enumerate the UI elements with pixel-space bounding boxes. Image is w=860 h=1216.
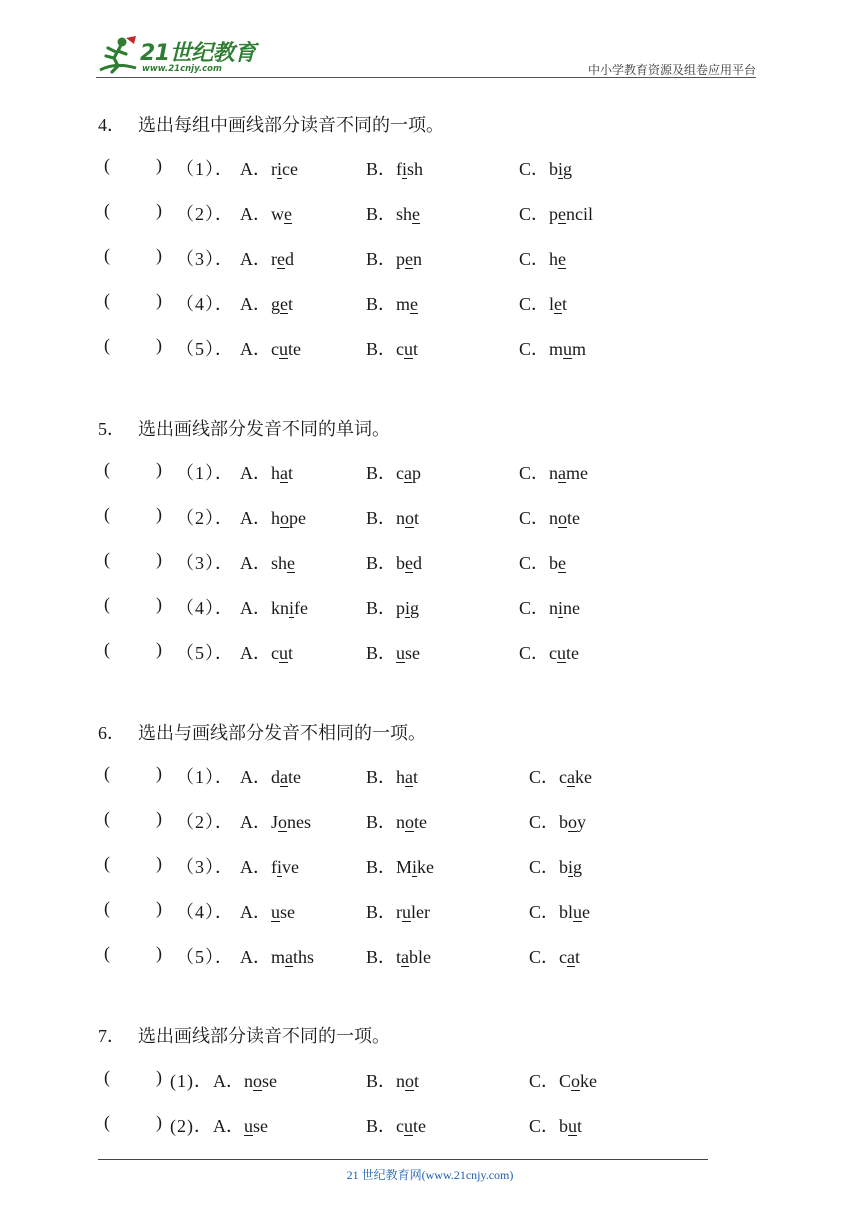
item-number: （2）． [176, 508, 234, 528]
item-number: (2)． [170, 1116, 213, 1136]
question-item-row [0, 898, 860, 926]
underlined-letters: o [568, 812, 578, 832]
logo-main-text: 21世纪教育 [140, 41, 256, 66]
underlined-letters: o [405, 508, 415, 528]
logo-url-text: www.21cnjy.com [142, 64, 222, 74]
option-c[interactable]: C．Coke [529, 1071, 598, 1091]
answer-blank-close: ) [156, 245, 162, 265]
underlined-letters: u [402, 902, 412, 922]
option-b[interactable]: B．pig [366, 598, 420, 618]
option-c[interactable]: C．let [519, 294, 568, 314]
option-a[interactable]: A．cute [240, 339, 301, 359]
underlined-letters: i [558, 598, 564, 618]
underlined-letters: a [567, 767, 576, 787]
item-number: （1）． [176, 767, 234, 787]
underlined-letters: e [558, 249, 567, 269]
underlined-letters: u [271, 902, 280, 922]
underlined-letters: e [280, 294, 288, 314]
question-item-row [0, 155, 860, 183]
option-c[interactable]: C．he [519, 249, 567, 269]
option-c[interactable]: C．but [529, 1116, 583, 1136]
underlined-letters: u [563, 339, 573, 359]
answer-blank-open[interactable]: ( [104, 639, 110, 659]
option-a[interactable]: A．hope [240, 508, 306, 528]
underlined-letters: u [557, 643, 567, 663]
footer-divider [98, 1159, 708, 1160]
option-c[interactable]: C．note [519, 508, 581, 528]
question-item-row [0, 549, 860, 577]
item-number: （5）． [176, 947, 234, 967]
question-item-row [0, 639, 860, 667]
option-a[interactable]: A．use [240, 902, 295, 922]
underlined-letters: a [405, 767, 414, 787]
option-c[interactable]: C．name [519, 463, 589, 483]
underlined-letters: u [404, 339, 414, 359]
question-text: 选出画线部分读音不同的一项。 [138, 1026, 390, 1046]
answer-blank-close: ) [156, 763, 162, 783]
question-number: 4． [98, 115, 125, 135]
option-b[interactable]: B．cut [366, 339, 419, 359]
item-number: (1)． [170, 1071, 213, 1091]
item-number: （2）． [176, 204, 234, 224]
option-a[interactable]: A．hat [240, 463, 294, 483]
answer-blank-open[interactable]: ( [104, 594, 110, 614]
question-text: 选出每组中画线部分读音不同的一项。 [138, 115, 444, 135]
answer-blank-close: ) [156, 549, 162, 569]
underlined-letters: i [289, 598, 295, 618]
option-a[interactable]: A．Jones [240, 812, 312, 832]
underlined-letters: o [558, 508, 568, 528]
question-item-row [0, 594, 860, 622]
option-c[interactable]: C．big [519, 159, 573, 179]
answer-blank-close: ) [156, 1067, 162, 1087]
question-item-row [0, 943, 860, 971]
option-b[interactable]: B．she [366, 204, 421, 224]
underlined-letters: a [558, 463, 567, 483]
answer-blank-open[interactable]: ( [104, 1112, 110, 1132]
question-title [98, 111, 444, 137]
answer-blank-close: ) [156, 1112, 162, 1132]
option-a[interactable]: A．nose [213, 1071, 277, 1091]
option-c[interactable]: C．cat [529, 947, 581, 967]
underlined-letters: i [277, 857, 283, 877]
answer-blank-close: ) [156, 639, 162, 659]
option-a[interactable]: A．five [240, 857, 300, 877]
answer-blank-close: ) [156, 808, 162, 828]
underlined-letters: i [412, 857, 418, 877]
option-c[interactable]: C．big [529, 857, 583, 877]
option-c[interactable]: C．mum [519, 339, 587, 359]
question-item-row [0, 459, 860, 487]
item-number: （1）． [176, 159, 234, 179]
question-number: 6． [98, 723, 125, 743]
question-item-row [0, 335, 860, 363]
underlined-letters: a [567, 947, 576, 967]
answer-blank-open[interactable]: ( [104, 155, 110, 175]
question-item-row [0, 808, 860, 836]
underlined-letters: i [558, 159, 564, 179]
item-number: （3）． [176, 553, 234, 573]
underlined-letters: e [405, 249, 414, 269]
item-number: （5）． [176, 643, 234, 663]
runner-logo-icon [96, 34, 140, 76]
underlined-letters: e [410, 294, 419, 314]
option-c[interactable]: C．boy [529, 812, 587, 832]
option-c[interactable]: C．nine [519, 598, 581, 618]
answer-blank-open[interactable]: ( [104, 459, 110, 479]
option-b[interactable]: B．fish [366, 159, 424, 179]
question-item-row [0, 1112, 860, 1140]
answer-blank-close: ) [156, 594, 162, 614]
option-b[interactable]: B．hat [366, 767, 419, 787]
item-number: （2）． [176, 812, 234, 832]
underlined-letters: u [404, 1116, 414, 1136]
footer-link[interactable]: 21 世纪教育网(www.21cnjy.com) [346, 1168, 514, 1182]
underlined-letters: u [279, 643, 288, 663]
option-a[interactable]: A．red [240, 249, 294, 269]
question-item-row [0, 200, 860, 228]
underlined-letters: e [277, 249, 285, 269]
option-c[interactable]: C．cute [519, 643, 580, 663]
option-c[interactable]: C．be [519, 553, 567, 573]
answer-blank-open[interactable]: ( [104, 943, 110, 963]
option-b[interactable]: B．me [366, 294, 419, 314]
underlined-letters: i [568, 857, 574, 877]
answer-blank-open[interactable]: ( [104, 1067, 110, 1087]
answer-blank-close: ) [156, 898, 162, 918]
answer-blank-open[interactable]: ( [104, 335, 110, 355]
answer-blank-close: ) [156, 504, 162, 524]
option-b[interactable]: B．note [366, 812, 428, 832]
item-number: （3）． [176, 249, 234, 269]
option-c[interactable]: C．pencil [519, 204, 594, 224]
header-tagline: 中小学教育资源及组卷应用平台 [587, 63, 756, 77]
item-number: （4）． [176, 598, 234, 618]
answer-blank-open[interactable]: ( [104, 290, 110, 310]
question-text: 选出与画线部分发音不相同的一项。 [138, 723, 426, 743]
option-b[interactable]: B．bed [366, 553, 423, 573]
underlined-letters: i [405, 598, 411, 618]
option-b[interactable]: B．not [366, 508, 420, 528]
option-b[interactable]: B．Mike [366, 857, 435, 877]
item-number: （5）． [176, 339, 234, 359]
answer-blank-open[interactable]: ( [104, 200, 110, 220]
answer-blank-close: ) [156, 335, 162, 355]
answer-blank-open[interactable]: ( [104, 853, 110, 873]
answer-blank-close: ) [156, 200, 162, 220]
header-divider [96, 77, 756, 78]
question-title [98, 415, 390, 441]
option-b[interactable]: B．cute [366, 1116, 427, 1136]
question-item-row [0, 853, 860, 881]
question-item-row [0, 763, 860, 791]
underlined-letters: i [402, 159, 408, 179]
option-a[interactable]: A．cut [240, 643, 294, 663]
answer-blank-open[interactable]: ( [104, 763, 110, 783]
site-logo [96, 34, 266, 78]
underlined-letters: u [568, 1116, 578, 1136]
option-b[interactable]: B．not [366, 1071, 420, 1091]
answer-blank-open[interactable]: ( [104, 898, 110, 918]
underlined-letters: a [401, 947, 410, 967]
question-title [98, 1022, 390, 1048]
underlined-letters: a [404, 463, 413, 483]
option-b[interactable]: B．table [366, 947, 432, 967]
underlined-letters: o [405, 1071, 415, 1091]
item-number: （4）． [176, 902, 234, 922]
underlined-letters: e [412, 204, 421, 224]
option-a[interactable]: A．get [240, 294, 294, 314]
underlined-letters: u [279, 339, 288, 359]
option-a[interactable]: A．we [240, 204, 292, 224]
answer-blank-open[interactable]: ( [104, 504, 110, 524]
option-b[interactable]: B．pen [366, 249, 423, 269]
option-c[interactable]: C．blue [529, 902, 591, 922]
question-number: 7． [98, 1026, 125, 1046]
option-a[interactable]: A．knife [240, 598, 308, 618]
underlined-letters: e [554, 294, 563, 314]
underlined-letters: a [280, 463, 288, 483]
question-item-row [0, 1067, 860, 1095]
option-b[interactable]: B．ruler [366, 902, 430, 922]
underlined-letters: o [278, 812, 288, 832]
question-title [98, 719, 426, 745]
underlined-letters: o [253, 1071, 262, 1091]
question-item-row [0, 504, 860, 532]
underlined-letters: e [284, 204, 292, 224]
option-a[interactable]: A．she [240, 553, 296, 573]
item-number: （3）． [176, 857, 234, 877]
item-number: （1）． [176, 463, 234, 483]
underlined-letters: o [280, 508, 289, 528]
item-number: （4）． [176, 294, 234, 314]
answer-blank-close: ) [156, 290, 162, 310]
question-text: 选出画线部分发音不同的单词。 [138, 419, 390, 439]
underlined-letters: o [405, 812, 415, 832]
answer-blank-open[interactable]: ( [104, 808, 110, 828]
underlined-letters: e [287, 553, 296, 573]
underlined-letters: e [558, 553, 567, 573]
answer-blank-close: ) [156, 943, 162, 963]
answer-blank-open[interactable]: ( [104, 245, 110, 265]
answer-blank-open[interactable]: ( [104, 549, 110, 569]
question-number: 5． [98, 419, 125, 439]
question-item-row [0, 245, 860, 273]
option-b[interactable]: B．use [366, 643, 421, 663]
option-a[interactable]: A．date [240, 767, 301, 787]
underlined-letters: e [405, 553, 414, 573]
underlined-letters: e [558, 204, 567, 224]
underlined-letters: u [244, 1116, 253, 1136]
option-a[interactable]: A．rice [240, 159, 298, 179]
underlined-letters: i [277, 159, 283, 179]
answer-blank-close: ) [156, 459, 162, 479]
option-a[interactable]: A．maths [240, 947, 315, 967]
underlined-letters: a [285, 947, 294, 967]
underlined-letters: u [396, 643, 406, 663]
underlined-letters: a [280, 767, 288, 787]
answer-blank-close: ) [156, 853, 162, 873]
option-c[interactable]: C．cake [529, 767, 593, 787]
underlined-letters: o [571, 1071, 581, 1091]
underlined-letters: u [573, 902, 583, 922]
answer-blank-close: ) [156, 155, 162, 175]
option-b[interactable]: B．cap [366, 463, 422, 483]
option-a[interactable]: A．use [213, 1116, 268, 1136]
question-item-row [0, 290, 860, 318]
